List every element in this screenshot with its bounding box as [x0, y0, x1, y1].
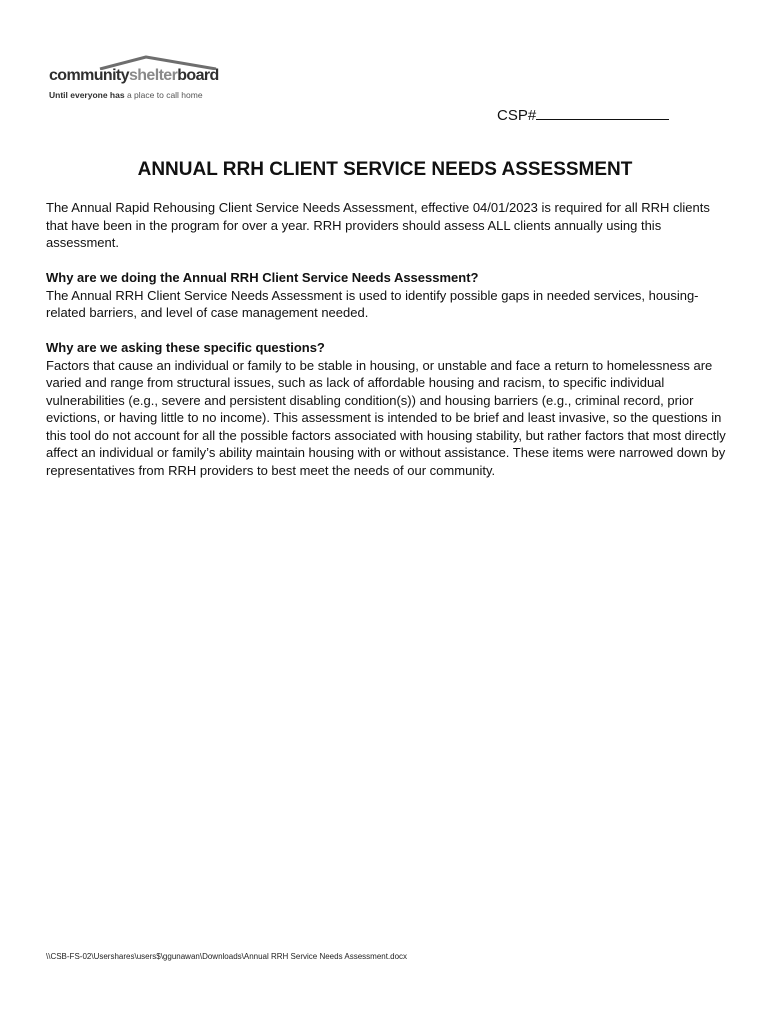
logo-word-board: board: [177, 67, 219, 84]
csp-blank-line[interactable]: [536, 105, 669, 120]
csp-field: [497, 105, 669, 124]
logo-word-community: community: [49, 67, 129, 84]
section-heading: Why are we doing the Annual RRH Client Service Needs Assessment?: [46, 270, 479, 285]
document-title: ANNUAL RRH CLIENT SERVICE NEEDS ASSESSMENT: [137, 159, 633, 180]
organization-logo: [48, 54, 228, 104]
section-why-asking: [46, 339, 726, 479]
section-text: The Annual RRH Client Service Needs Assessment is used to identify possible gaps in needed services, housing-related barriers, and level of case management needed.: [46, 287, 699, 320]
csp-label: CSP#: [497, 107, 537, 124]
tagline-rest: a place to call home: [126, 90, 203, 100]
section-why-doing: [46, 269, 726, 322]
section-text: Factors that cause an individual or family to be stable in housing, or unstable and face a return to homelessness are varied and range from structural issues, such as lack of affordable housing and racism, to specific individual vulnerabilities (e.g., severe and persistent disabling condition(s)) and housing barriers (e.g., criminal record, prior evictions, or having little to no income). This assessment is intended to be brief and least invasive, so the questions in this tool do not account for all the possible factors associated with housing stability, but rather factors that most directly affect an individual or family’s ability maintain housing with or without assistance. These items were narrowed down by representatives from RRH providers to best meet the needs of our community.: [46, 357, 726, 478]
logo-wordmark: [49, 67, 219, 85]
tagline-bold: Until everyone has: [49, 90, 125, 100]
logo-tagline: [49, 90, 203, 100]
section-heading: Why are we asking these specific questions?: [46, 340, 325, 355]
intro-paragraph: The Annual Rapid Rehousing Client Service Needs Assessment, effective 04/01/2023 is required for all RRH clients that have been in the program for over a year. RRH providers should assess ALL clients annually using this assessment.: [46, 200, 710, 250]
file-path-footer: \\CSB-FS-02\Usershares\users$\ggunawan\Downloads\Annual RRH Service Needs Assessment.docx: [46, 952, 408, 961]
logo-word-shelter: shelter: [128, 67, 178, 84]
